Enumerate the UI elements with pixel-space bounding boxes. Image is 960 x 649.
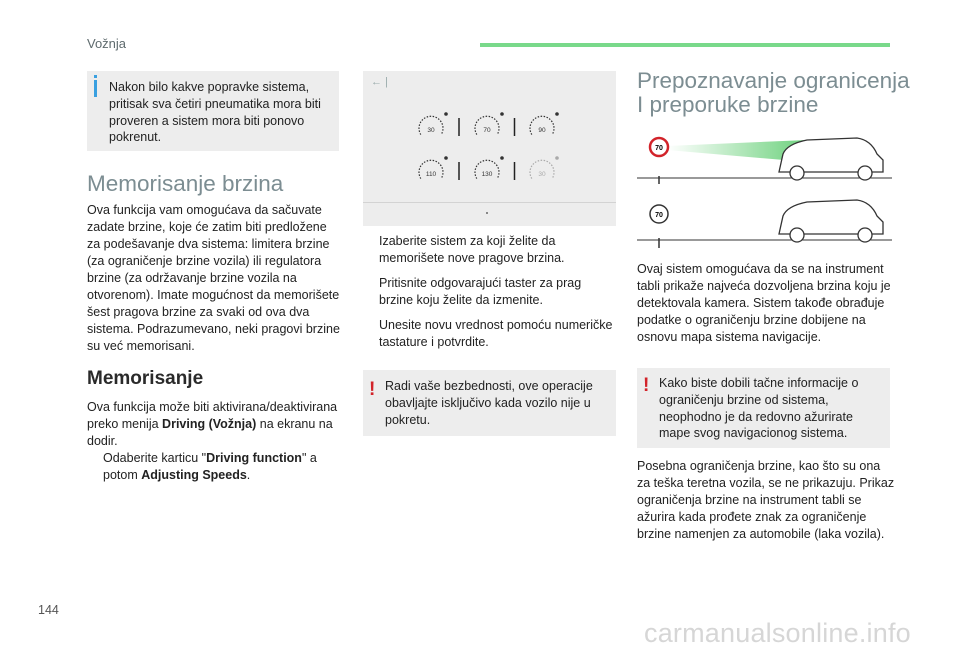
pin-icon [500,156,504,160]
speed-value: 30 [427,127,435,134]
car-icon [779,200,883,242]
warning-icon: ! [369,379,376,400]
section-header-bar [480,43,890,47]
memo-title: Memorisanje brzina [87,171,284,196]
back-arrow-icon: ← | [371,76,388,88]
safety-warning [363,370,616,436]
speed-value: 30 [538,171,546,178]
speed-value: 110 [425,171,437,178]
step-item: Izaberite sistem za koji želite da memorišete nove pragove brzina. [379,234,565,265]
speed-value: 70 [483,127,491,134]
page-indicator [486,212,488,214]
speed-gauges [363,71,616,201]
car-icon [779,138,883,180]
warning-icon: ! [643,375,650,396]
pin-icon [500,112,504,116]
speed-gauge-icon [475,112,504,134]
memo-paragraph: Ova funkcija vam omogućava da sačuvate zadate brzine, koje će zatim biti predložene za podešavanje dva sistema: limitera brzine (za ograničenje brzine vozila) ili regulatora brzine (za održavanje brzine vozila na otvorenom). Imate mogućnost da memorišete šest pragova brzine za svaki od ova dva sistema. Podrazumevano, neki pragovi brzine su već memorisani. [87,203,340,353]
screen-divider [363,202,616,203]
speed-gauge-icon [530,112,559,134]
pin-icon [555,112,559,116]
safety-warning-text: Radi vaše bezbednosti, ove operacije obavljajte isključivo kada vozilo nije u pokretu. [385,379,593,427]
info-note-text: Nakon bilo kakve popravke sistema, pritisak sva četiri pneumatika mora biti proveren a sistem mora biti ponovo pokrenut. [109,80,321,145]
steps-list [363,233,618,359]
speed-gauge-icon [475,156,504,178]
map-update-warning [637,368,890,448]
pin-icon [444,156,448,160]
speed-value: 130 [481,171,493,178]
speed-gauge-icon [419,156,448,178]
svg-text:70: 70 [655,212,663,219]
pin-icon [555,156,559,160]
step-item: Unesite novu vrednost pomoću numeričke tastature i potvrdite. [379,318,613,349]
special-limits-paragraph: Posebna ograničenja brzine, kao što su ona za teška teretna vozila, se ne prikazuju. Prikaz ograničenja brzine na instrument tabli se ažurira kada prođete znak za ograničenje brzine namenjen za automobile (laka vozila). [637,459,895,541]
map-update-warning-text: Kako biste dobili tačne informacije o ograničenju brzine od sistema, neophodno je da redovno ažurirate mape svog navigacionog sistema. [659,376,859,441]
section-header: Vožnja [87,36,127,51]
memorisanje-step: Odaberite karticu "Driving function" a potom Adjusting Speeds. [87,450,342,484]
info-note [87,71,339,151]
watermark: carmanualsonline.info [644,618,911,648]
info-icon [94,75,97,78]
memorisanje-paragraph [87,399,342,484]
recognition-title: Prepoznavanje ogranicenja I preporuke brzine [637,68,910,117]
touchscreen-illustration [363,71,616,226]
speed-gauge-icon [530,156,559,178]
pin-icon [444,112,448,116]
info-icon-bar [94,80,97,97]
svg-text:70: 70 [655,145,663,152]
memorisanje-title: Memorisanje [87,368,204,389]
speed-gauge-icon [419,112,448,134]
speed-value: 90 [538,127,546,134]
recognition-paragraph: Ovaj sistem omogućava da se na instrument tabli prikaže najveća dozvoljena brzina koju je detektovala kamera. Sistem takođe obrađuje podatke o ograničenju brzine dobijene na osnovu mapa sistema navigacije. [637,262,891,344]
step-item: Pritisnite odgovarajući taster za prag brzine koju želite da izmenite. [379,276,582,307]
speed-sign-camera-illustration [637,126,892,251]
step-marker [87,450,103,484]
memorisanje-intro: Ova funkcija može biti aktivirana/deaktivirana preko menija Driving (Vožnja) na ekranu na dodir. [87,400,338,448]
page-number: 144 [38,603,59,617]
